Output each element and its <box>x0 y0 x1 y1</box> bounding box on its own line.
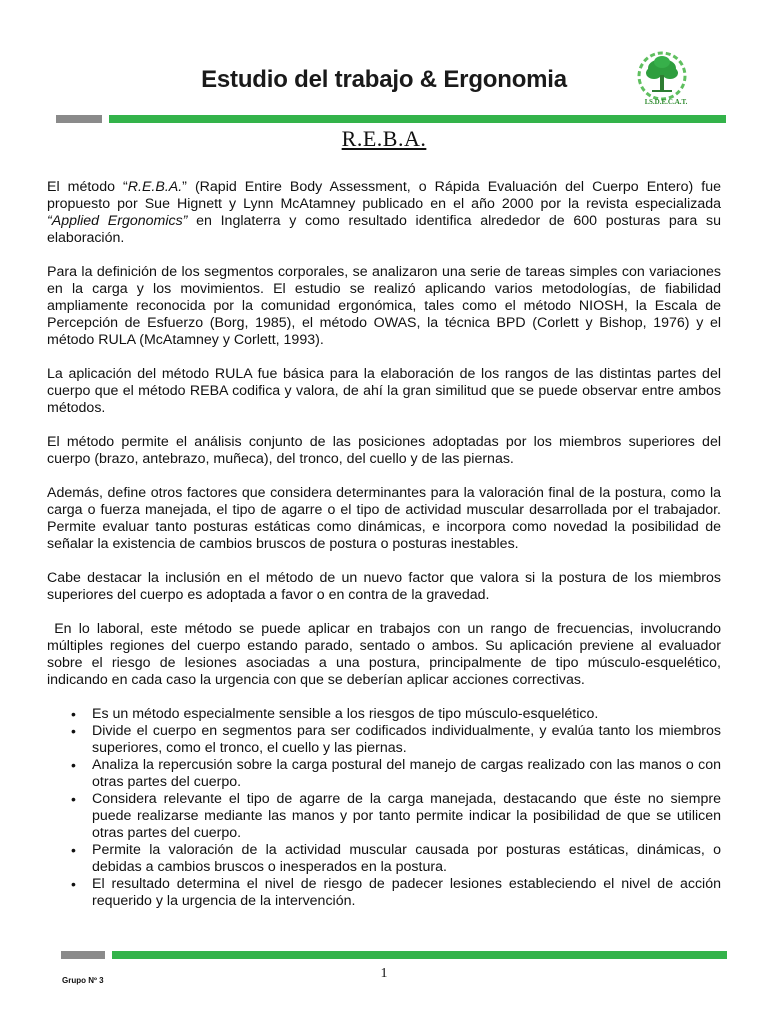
paragraph-intro-text-3: en Inglaterra y como resultado identifica alrededor de 600 posturas para su elaboración. <box>47 213 721 246</box>
paragraph-segments: Para la definición de los segmentos corporales, se analizaron una serie de tareas simples con variaciones en la carga y los movimientos. El estudio se realizó aplicando varios metodologías, de fiabilidad ampliamente reconocida por la comunidad ergonómica, tales como el método NIOSH, la Escala de Percepción de Esfuerzo (Borg, 1985), el método OWAS, la técnica BPD (Corlett y Bishop, 1976) y el método RULA (McAtamney y Corlett, 1993). <box>47 264 721 348</box>
features-list <box>47 706 721 910</box>
journal-name-italic: “Applied Ergonomics” <box>47 213 188 229</box>
list-item: • Analiza la repercusión sobre la carga postural del manejo de cargas realizado con las manos o con otras partes del cuerpo. <box>92 757 721 791</box>
list-item: • Es un método especialmente sensible a los riesgos de tipo músculo-esquelético. <box>92 706 721 723</box>
footer-divider-green <box>112 951 727 959</box>
paragraph-labor: En lo laboral, este método se puede aplicar en trabajos con un rango de frecuencias, involucrando múltiples regiones del cuerpo estando parado, sentado o ambos. Su aplicación previene al evaluador sobre el riesgo de lesiones asociadas a una postura, principalmente de tipo músculo-esquelético, indicando en cada caso la urgencia con que se deberían aplicar acciones correctivas. <box>47 621 725 688</box>
footer-divider-gray <box>61 951 105 959</box>
header-divider-gray <box>56 115 102 123</box>
list-item: • El resultado determina el nivel de riesgo de padecer lesiones estableciendo el nivel de acción requerido y la urgencia de la intervención. <box>92 876 721 910</box>
list-item: • Considera relevante el tipo de agarre de la carga manejada, destacando que éste no siempre puede realizarse mediante las manos y por tanto permite indicar la posibilidad de que se utilicen otras partes del cuerpo. <box>92 791 721 842</box>
document-title: R.E.B.A. <box>341 126 427 151</box>
logo-caption: I.S.D.E.C.A.T. <box>644 98 688 106</box>
paragraph-intro-text: El método “ <box>47 179 128 195</box>
paragraph-gravity: Cabe destacar la inclusión en el método de un nuevo factor que valora si la postura de los miembros superiores del cuerpo es adoptada a favor o en contra de la gravedad. <box>47 570 721 603</box>
document-body <box>47 179 725 910</box>
paragraph-intro-text-2: ” (Rapid Entire Body Assessment, o Rápida Evaluación del Cuerpo Entero) fue propuesto por Sue Hignett y Lynn McAtamney publicado en el año 2000 por la revista especializada <box>47 179 721 212</box>
paragraph-analysis: El método permite el análisis conjunto de las posiciones adoptadas por los miembros superiores del cuerpo (brazo, antebrazo, muñeca), del tronco, del cuello y de las piernas. <box>47 434 721 467</box>
reba-italic: R.E.B.A. <box>127 179 183 195</box>
paragraph-intro <box>47 179 721 247</box>
paragraph-factors: Además, define otros factores que considera determinantes para la valoración final de la postura, como la carga o fuerza manejada, el tipo de agarre o el tipo de actividad muscular desarrollada por el trabajador. Permite evaluar tanto posturas estáticas como dinámicas, e incorpora como novedad la posibilidad de señalar la existencia de cambios bruscos de postura o posturas inestables. <box>47 485 721 552</box>
list-item: • Divide el cuerpo en segmentos para ser codificados individualmente, y evalúa tanto los miembros superiores, como el tronco, el cuello y las piernas. <box>92 723 721 757</box>
list-item: • Permite la valoración de la actividad muscular causada por posturas estáticas, dinámicas, o debidas a cambios bruscos o inesperados en la postura. <box>92 842 721 876</box>
header-divider-green <box>109 115 726 123</box>
paragraph-rula: La aplicación del método RULA fue básica para la elaboración de los rangos de las distintas partes del cuerpo que el método REBA codifica y valora, de ahí la gran similitud que se puede observar entre ambos métodos. <box>47 366 721 416</box>
footer-group-label: Grupo Nº 3 <box>62 976 104 985</box>
page-header-title: Estudio del trabajo & Ergonomia <box>201 66 567 93</box>
page-number: 1 <box>380 966 388 981</box>
